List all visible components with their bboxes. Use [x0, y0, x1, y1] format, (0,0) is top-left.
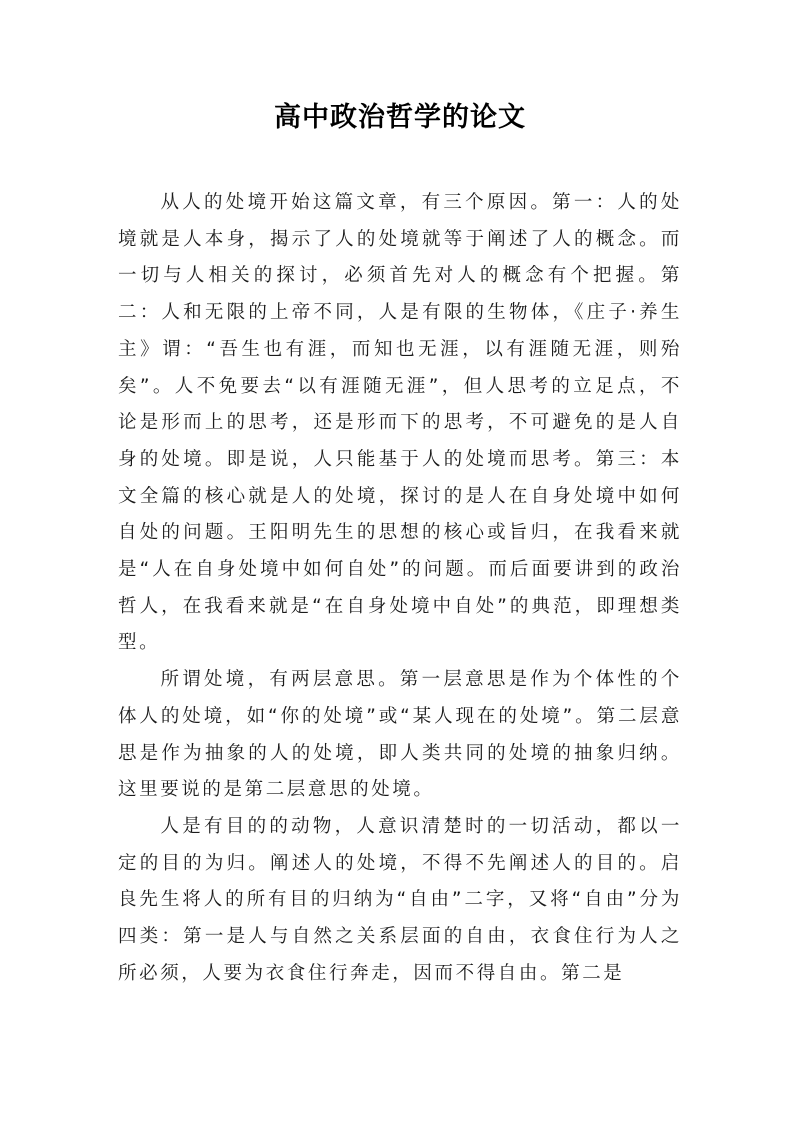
paragraph: 从人的处境开始这篇文章，有三个原因。第一：人的处境就是人本身，揭示了人的处境就等于阐述了人的概念。而一切与人相关的探讨，必须首先对人的概念有个把握。第二：人和无限的上帝不同，人是有限的生物体，《庄子·养生主》谓：“吾生也有涯，而知也无涯，以有涯随无涯，则殆矣”。人不免要去“以有涯随无涯”，但人思考的立足点，不论是形而上的思考，还是形而下的思考，不可避免的是人自身的处境。即是说，人只能基于人的处境而思考。第三：本文全篇的核心就是人的处境，探讨的是人在自身处境中如何自处的问题。王阳明先生的思想的核心或旨归，在我看来就是“人在自身处境中如何自处”的问题。而后面要讲到的政治哲人，在我看来就是“在自身处境中自处”的典范，即理想类型。	[118, 192, 682, 654]
document-title: 高中政治哲学的论文	[274, 102, 526, 133]
paragraph: 人是有目的的动物，人意识清楚时的一切活动，都以一定的目的为归。阐述人的处境，不得不先阐述人的目的。启良先生将人的所有目的归纳为“自由”二字，又将“自由”分为四类：第一是人与自然之关系层面的自由，衣食住行为人之所必须，人要为衣食住行奔走，因而不得自由。第二是	[118, 815, 682, 984]
document-body	[118, 185, 682, 992]
paragraph: 所谓处境，有两层意思。第一层意思是作为个体性的个体人的处境，如“你的处境”或“某人现在的处境”。第二层意思是作为抽象的人的处境，即人类共同的处境的抽象归纳。这里要说的是第二层意思的处境。	[118, 669, 682, 801]
